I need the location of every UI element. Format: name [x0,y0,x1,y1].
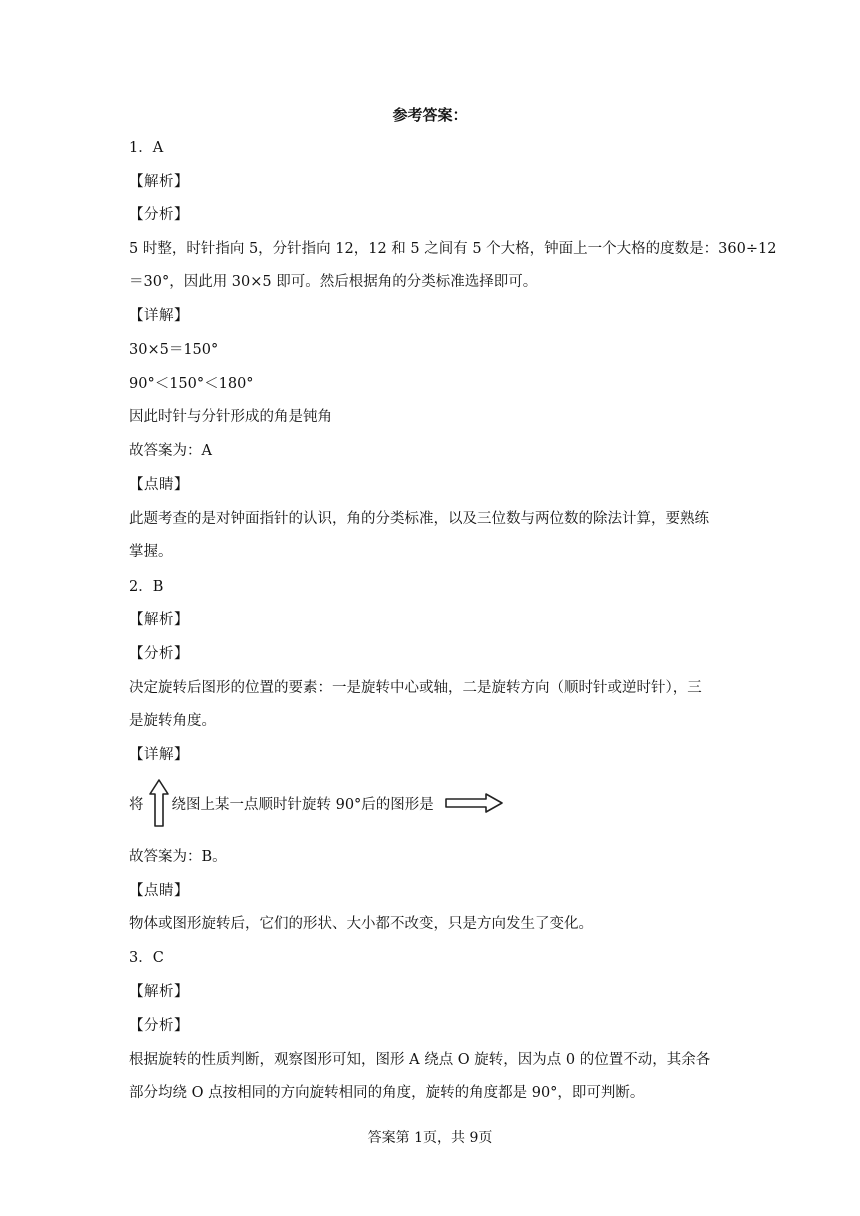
q3-analysis-line-2: 部分均绕 O 点按相同的方向旋转相同的角度，旋转的角度都是 90°，即可判断。 [129,1085,645,1101]
q3-jiexi-tag: 【解析】 [129,984,189,1000]
page-title: 参考答案： [392,106,468,124]
q2-detail-pre: 将 [129,796,144,813]
q2-jiexi-tag: 【解析】 [129,612,189,628]
q2-analysis-line-1: 决定旋转后图形的位置的要素：一是旋转中心或轴，二是旋转方向（顺时针或逆时针），三 [129,680,702,696]
q3-analysis-line-1: 根据旋转的性质判断，观察图形可知，图形 A 绕点 O 旋转，因为点 0 的位置不动，其余各 [129,1052,711,1068]
q1-conclusion: 因此时针与分针形成的角是钝角 [129,409,332,425]
q2-answer: 故答案为：B。 [129,849,227,865]
q2-detail-row [129,778,504,828]
q1-answer: 故答案为：A [129,443,212,459]
q1-analysis-line-1: 5 时整，时针指向 5，分针指向 12，12 和 5 之间有 5 个大格，钟面上一个大格的度数是：360÷12 [129,241,777,257]
q1-xiangjie-tag: 【详解】 [129,308,189,324]
page-footer: 答案第 1页，共 9页 [367,1130,493,1146]
q1-compare: 90°＜150°＜180° [129,376,254,392]
q1-note-line-2: 掌握。 [129,544,173,560]
q2-number: 2．B [129,579,164,595]
q2-dianjing-tag: 【点睛】 [129,883,189,899]
q2-note-line-1: 物体或图形旋转后，它们的形状、大小都不改变，只是方向发生了变化。 [129,916,593,932]
up-arrow-icon [148,778,170,828]
q1-fenxi-tag: 【分析】 [129,207,189,223]
q1-dianjing-tag: 【点睛】 [129,477,189,493]
q1-calc: 30×5＝150° [129,342,219,358]
q2-fenxi-tag: 【分析】 [129,646,189,662]
q1-jiexi-tag: 【解析】 [129,174,189,190]
q2-analysis-line-2: 是旋转角度。 [129,713,216,729]
q1-analysis-line-2: ＝30°，因此用 30×5 即可。然后根据角的分类标准选择即可。 [129,274,538,290]
q1-number: 1．A [129,140,164,156]
q2-xiangjie-tag: 【详解】 [129,747,189,763]
q2-detail-mid: 绕图上某一点顺时针旋转 90°后的图形是 [171,796,434,813]
right-arrow-icon [444,793,504,813]
q3-number: 3．C [129,950,164,966]
q3-fenxi-tag: 【分析】 [129,1018,189,1034]
q1-note-line-1: 此题考查的是对钟面指针的认识，角的分类标准，以及三位数与两位数的除法计算，要熟练 [129,511,709,527]
